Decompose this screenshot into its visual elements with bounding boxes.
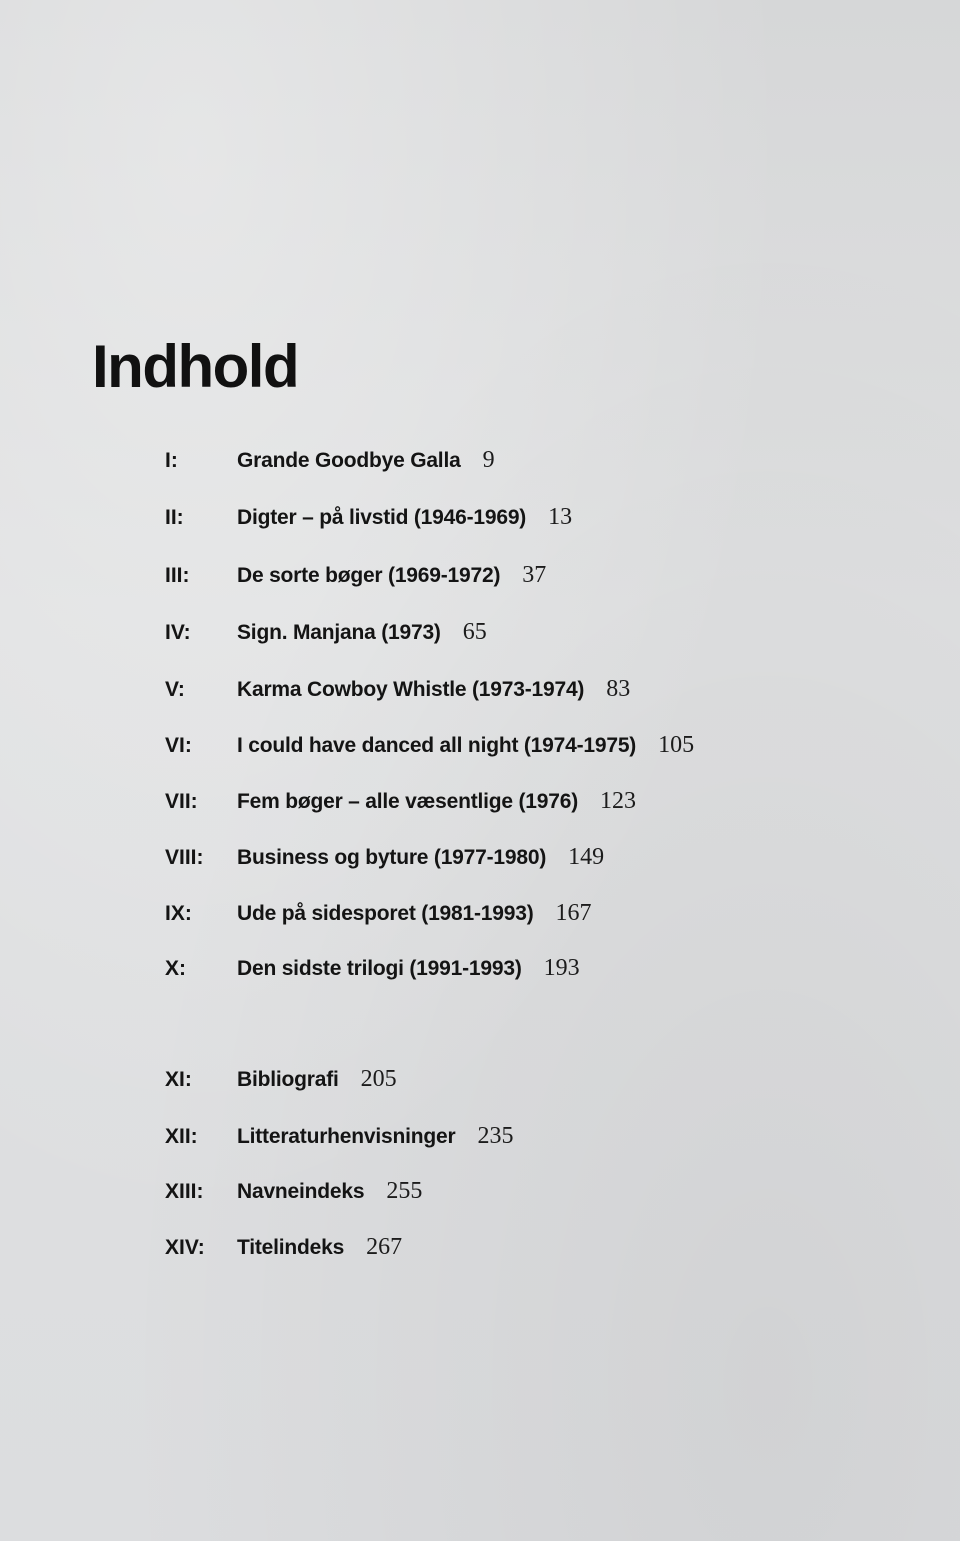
page-number: 205 bbox=[360, 1066, 397, 1092]
chapter-title: Litteraturhenvisninger bbox=[237, 1125, 456, 1148]
chapter-title: Navneindeks bbox=[237, 1180, 365, 1203]
page-number: 267 bbox=[366, 1234, 403, 1260]
page-number: 167 bbox=[555, 900, 592, 926]
chapter-numeral: I: bbox=[165, 449, 178, 472]
chapter-title: De sorte bøger (1969-1972) bbox=[237, 564, 501, 587]
page-number: 83 bbox=[606, 676, 631, 702]
chapter-numeral: XIV: bbox=[165, 1236, 205, 1259]
chapter-title: Fem bøger – alle væsentlige (1976) bbox=[237, 790, 579, 813]
page-number: 65 bbox=[462, 619, 487, 645]
chapter-numeral: IX: bbox=[165, 902, 192, 925]
chapter-numeral: VIII: bbox=[165, 846, 204, 869]
toc-entry bbox=[165, 1178, 422, 1208]
chapter-title: Titelindeks bbox=[237, 1236, 345, 1259]
chapter-title: I could have danced all night (1974-1975) bbox=[237, 734, 637, 757]
chapter-title: Business og byture (1977-1980) bbox=[237, 846, 547, 869]
toc-entry bbox=[165, 676, 630, 706]
chapter-numeral: VII: bbox=[165, 790, 198, 813]
page-number: 193 bbox=[543, 955, 580, 981]
chapter-title: Digter – på livstid (1946-1969) bbox=[237, 506, 527, 529]
chapter-numeral: VI: bbox=[165, 734, 192, 757]
chapter-numeral: V: bbox=[165, 678, 185, 701]
chapter-title: Den sidste trilogi (1991-1993) bbox=[237, 957, 522, 980]
chapter-numeral: III: bbox=[165, 564, 190, 587]
page-number: 149 bbox=[568, 844, 605, 870]
chapter-title: Grande Goodbye Galla bbox=[237, 449, 461, 472]
chapter-title: Karma Cowboy Whistle (1973-1974) bbox=[237, 678, 585, 701]
chapter-title: Sign. Manjana (1973) bbox=[237, 621, 441, 644]
chapter-numeral: XI: bbox=[165, 1068, 192, 1091]
page-number: 235 bbox=[477, 1123, 514, 1149]
toc-entry bbox=[165, 1234, 402, 1264]
page-number: 123 bbox=[600, 788, 637, 814]
page-title: Indhold bbox=[92, 333, 299, 400]
toc-entry bbox=[165, 1123, 513, 1153]
toc-entry bbox=[165, 1066, 397, 1096]
page-number: 9 bbox=[482, 447, 495, 473]
page-number: 255 bbox=[386, 1178, 423, 1204]
toc-entry bbox=[165, 619, 487, 649]
chapter-numeral: II: bbox=[165, 506, 184, 529]
chapter-numeral: X: bbox=[165, 957, 186, 980]
chapter-title: Bibliografi bbox=[237, 1068, 339, 1091]
page-number: 37 bbox=[522, 562, 547, 588]
toc-entry bbox=[165, 732, 694, 762]
chapter-numeral: XII: bbox=[165, 1125, 198, 1148]
toc-entry bbox=[165, 900, 592, 930]
page-number: 13 bbox=[548, 504, 573, 530]
toc-entry bbox=[165, 562, 546, 592]
chapter-title: Ude på sidesporet (1981-1993) bbox=[237, 902, 534, 925]
page-number: 105 bbox=[658, 732, 695, 758]
toc-entry bbox=[165, 955, 580, 985]
toc-entry bbox=[165, 447, 495, 477]
toc-entry bbox=[165, 844, 604, 874]
chapter-numeral: XIII: bbox=[165, 1180, 204, 1203]
toc-entry bbox=[165, 788, 636, 818]
chapter-numeral: IV: bbox=[165, 621, 191, 644]
toc-entry bbox=[165, 504, 572, 534]
